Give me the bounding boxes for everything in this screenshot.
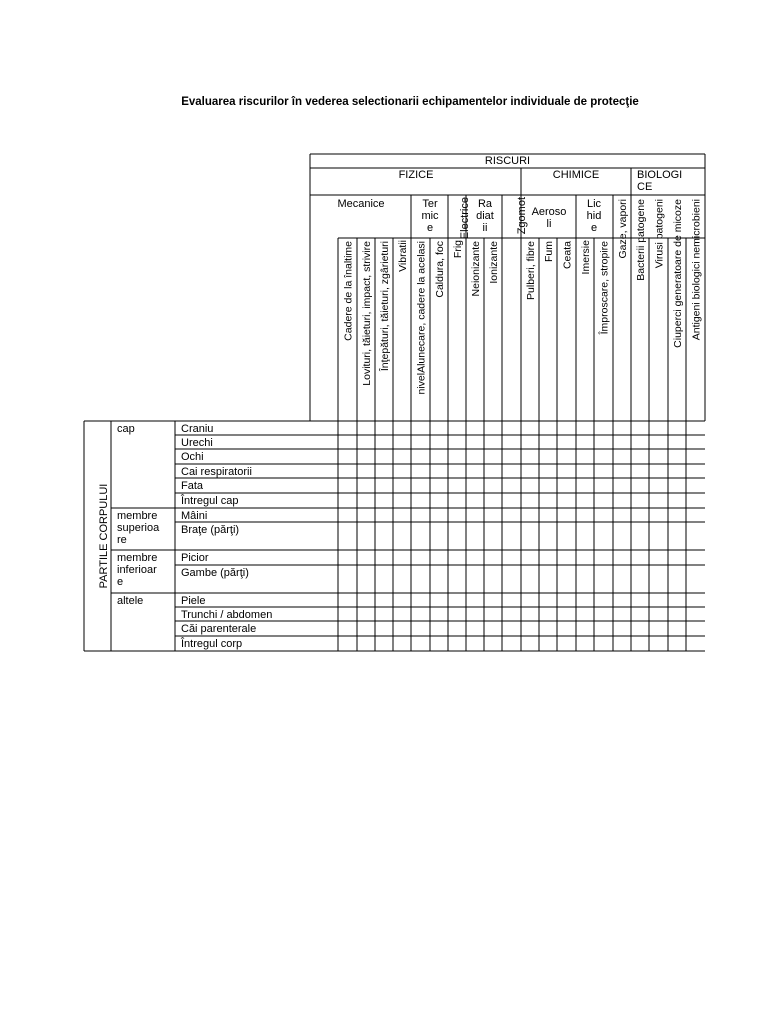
header-lichide: e <box>590 222 598 234</box>
body-part-name: Gambe (părţi) <box>181 567 249 579</box>
header-radiatii: ii <box>482 222 488 234</box>
table-grid-lines <box>84 154 705 651</box>
risk-column-label: nivelAlunecare, cadere la acelasi <box>415 241 428 395</box>
body-part-name: Urechi <box>181 437 213 449</box>
risk-column-label: Imersie <box>580 240 592 275</box>
risk-column-label: Ciuperci generatoare de micoze <box>672 199 684 348</box>
header-lichide: Lic <box>586 198 602 210</box>
body-part-name: Întregul cap <box>181 495 239 507</box>
risk-column-label: Frig <box>452 240 464 259</box>
document-title: Evaluarea riscurilor în vederea selectionarii echipamentelor individuale de protecţie <box>181 96 639 108</box>
body-part-name: Piele <box>181 595 206 607</box>
header-biologice: CE <box>637 181 653 193</box>
risk-column-label: Împroscare, stropire <box>598 241 611 335</box>
body-part-name: Cai respiratorii <box>181 466 252 478</box>
group-label-3: altele <box>117 595 144 607</box>
risk-column-label: Fum <box>543 241 555 262</box>
table-text <box>98 155 703 650</box>
group-label-2: e <box>117 576 124 588</box>
risk-column-label: Caldura, foc <box>434 241 446 298</box>
body-part-name: Craniu <box>181 423 214 435</box>
header-biologice: BIOLOGI <box>637 169 683 181</box>
risk-column-label: Virusi patogeni <box>653 199 666 269</box>
risk-column-label: Ceata <box>561 241 574 270</box>
body-part-name: Ochi <box>181 451 204 463</box>
body-parts-label: PARTILE CORPULUI <box>98 483 110 589</box>
group-label-1: membre <box>117 510 158 522</box>
header-radiatii: diat <box>476 210 494 222</box>
header-radiatii: Ra <box>477 198 493 210</box>
risk-column-label: Lovituri, tăieturi, impact, strivire <box>361 241 373 386</box>
group-label-1: re <box>117 534 127 546</box>
risk-column-label: Vibratii <box>397 240 409 272</box>
risk-column-label: Neionizante <box>470 241 482 297</box>
group-label-2: membre <box>117 552 158 564</box>
header-mecanice: Mecanice <box>337 198 385 210</box>
risk-column-label: Cadere de la înaltime <box>342 241 355 341</box>
header-termice: Ter <box>422 198 438 210</box>
group-label-2: inferioar <box>117 564 157 576</box>
body-part-name: Picior <box>181 552 209 564</box>
header-termice: e <box>426 222 434 234</box>
body-part-name: Trunchi / abdomen <box>181 609 273 621</box>
header-zgomot: Zgomot <box>516 197 528 235</box>
body-part-name: Întregul corp <box>181 638 243 650</box>
header-electrice: Electrice <box>459 197 471 240</box>
body-part-name: Căi parenterale <box>181 623 257 635</box>
header-aerosoli: li <box>546 218 552 230</box>
group-label-0: cap <box>117 423 135 435</box>
risk-column-label: Ionizante <box>488 241 500 284</box>
body-part-name: Fata <box>181 480 204 492</box>
risk-column-label: Înţepături, tăieturi, zgârieturi <box>379 241 391 372</box>
header-riscuri: RISCURI <box>484 155 531 167</box>
group-label-1: superioa <box>117 522 160 534</box>
header-lichide: hid <box>586 210 602 222</box>
header-chimice: CHIMICE <box>552 169 600 181</box>
header-fizice: FIZICE <box>398 169 434 181</box>
risk-column-label: Antigeni biologici nemicrobieni <box>690 199 703 341</box>
risk-column-label: Pulberi, fibre <box>525 241 537 300</box>
body-part-name: Braţe (părţi) <box>181 524 240 536</box>
risk-column-label: Gaze, vapori <box>617 199 629 259</box>
header-aerosoli: Aeroso <box>531 206 567 218</box>
risk-column-label: Bacterii patogene <box>635 199 647 281</box>
header-termice: mic <box>421 210 439 222</box>
body-part-name: Mâini <box>181 510 208 522</box>
